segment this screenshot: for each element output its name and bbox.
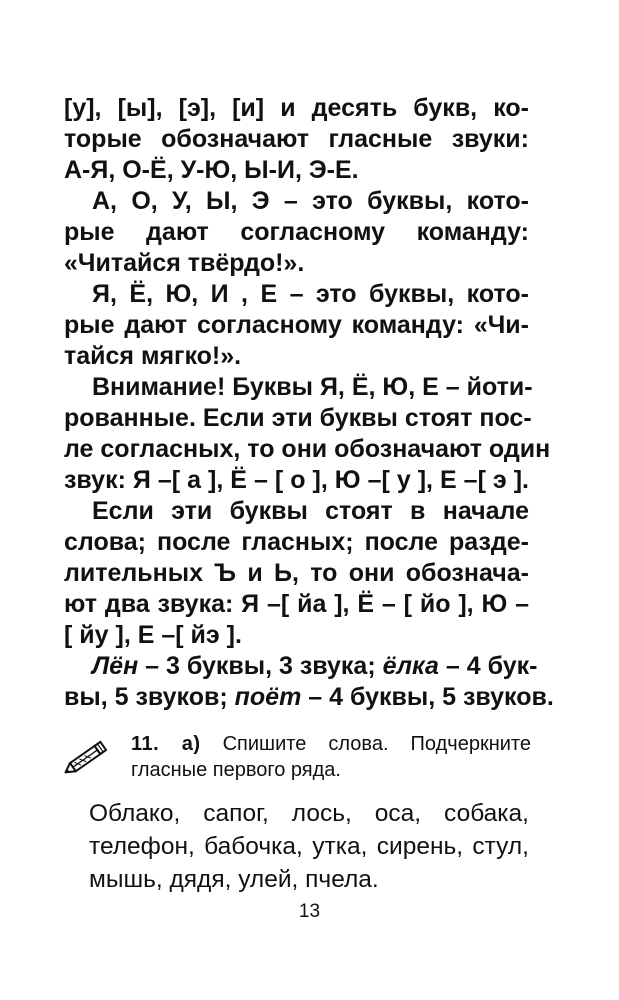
rule-line: [ йу ], Е –[ йэ ]. (64, 621, 242, 649)
rule-line: А, О, У, Ы, Э – это буквы, кото- (92, 187, 529, 215)
page-number: 13 (298, 901, 321, 922)
rule-line: А-Я, О-Ё, У-Ю, Ы-И, Э-Е. (64, 156, 359, 184)
rule-line: Если эти буквы стоят в начале (92, 497, 529, 525)
rule-line: ле согласных, то они обозначают один (64, 435, 551, 463)
exercise-line: 11. а) Спишите слова. Подчеркните (131, 733, 531, 755)
rule-line: тайся мягко!». (64, 342, 242, 370)
rule-line: «Читайся твёрдо!». (64, 249, 305, 277)
rule-line: рованные. Если эти буквы стоят пос- (64, 404, 532, 432)
exercise-line: гласные первого ряда. (131, 759, 341, 781)
rule-line: слова; после гласных; после разде- (64, 528, 529, 556)
rule-line: звук: Я –[ а ], Ё – [ о ], Ю –[ у ], Е –[ э ]. (64, 466, 529, 494)
rule-line: [у], [ы], [э], [и] и десять букв, ко- (64, 94, 529, 122)
pencil-icon (60, 736, 112, 780)
word-row: Облако, сапог, лось, оса, собака, (89, 800, 529, 827)
word-row: мышь, дядя, улей, пчела. (89, 866, 379, 893)
example-word: поёт (234, 683, 302, 711)
example-line: Лён – 3 буквы, 3 звука; ёлка – 4 бук- (92, 652, 538, 680)
rule-line: лительных Ъ и Ь, то они обознача- (64, 559, 529, 587)
example-word: ёлка (382, 652, 439, 680)
rule-line: торые обозначают гласные звуки: (64, 125, 529, 153)
rule-line: Внимание! Буквы Я, Ё, Ю, Е – йоти- (92, 373, 533, 401)
rule-line: рые дают согласному команду: «Чи- (64, 311, 529, 339)
exercise-number: 11. а) (131, 733, 201, 755)
rule-line: рые дают согласному команду: (64, 218, 529, 246)
example-line: вы, 5 звуков; поёт – 4 буквы, 5 звуков. (64, 683, 554, 711)
rule-line: Я, Ё, Ю, И , Е – это буквы, кото- (92, 280, 529, 308)
example-word: Лён (92, 652, 139, 680)
rule-line: ют два звука: Я –[ йа ], Ё – [ йо ], Ю – (64, 590, 529, 618)
word-row: телефон, бабочка, утка, сирень, стул, (89, 833, 529, 860)
